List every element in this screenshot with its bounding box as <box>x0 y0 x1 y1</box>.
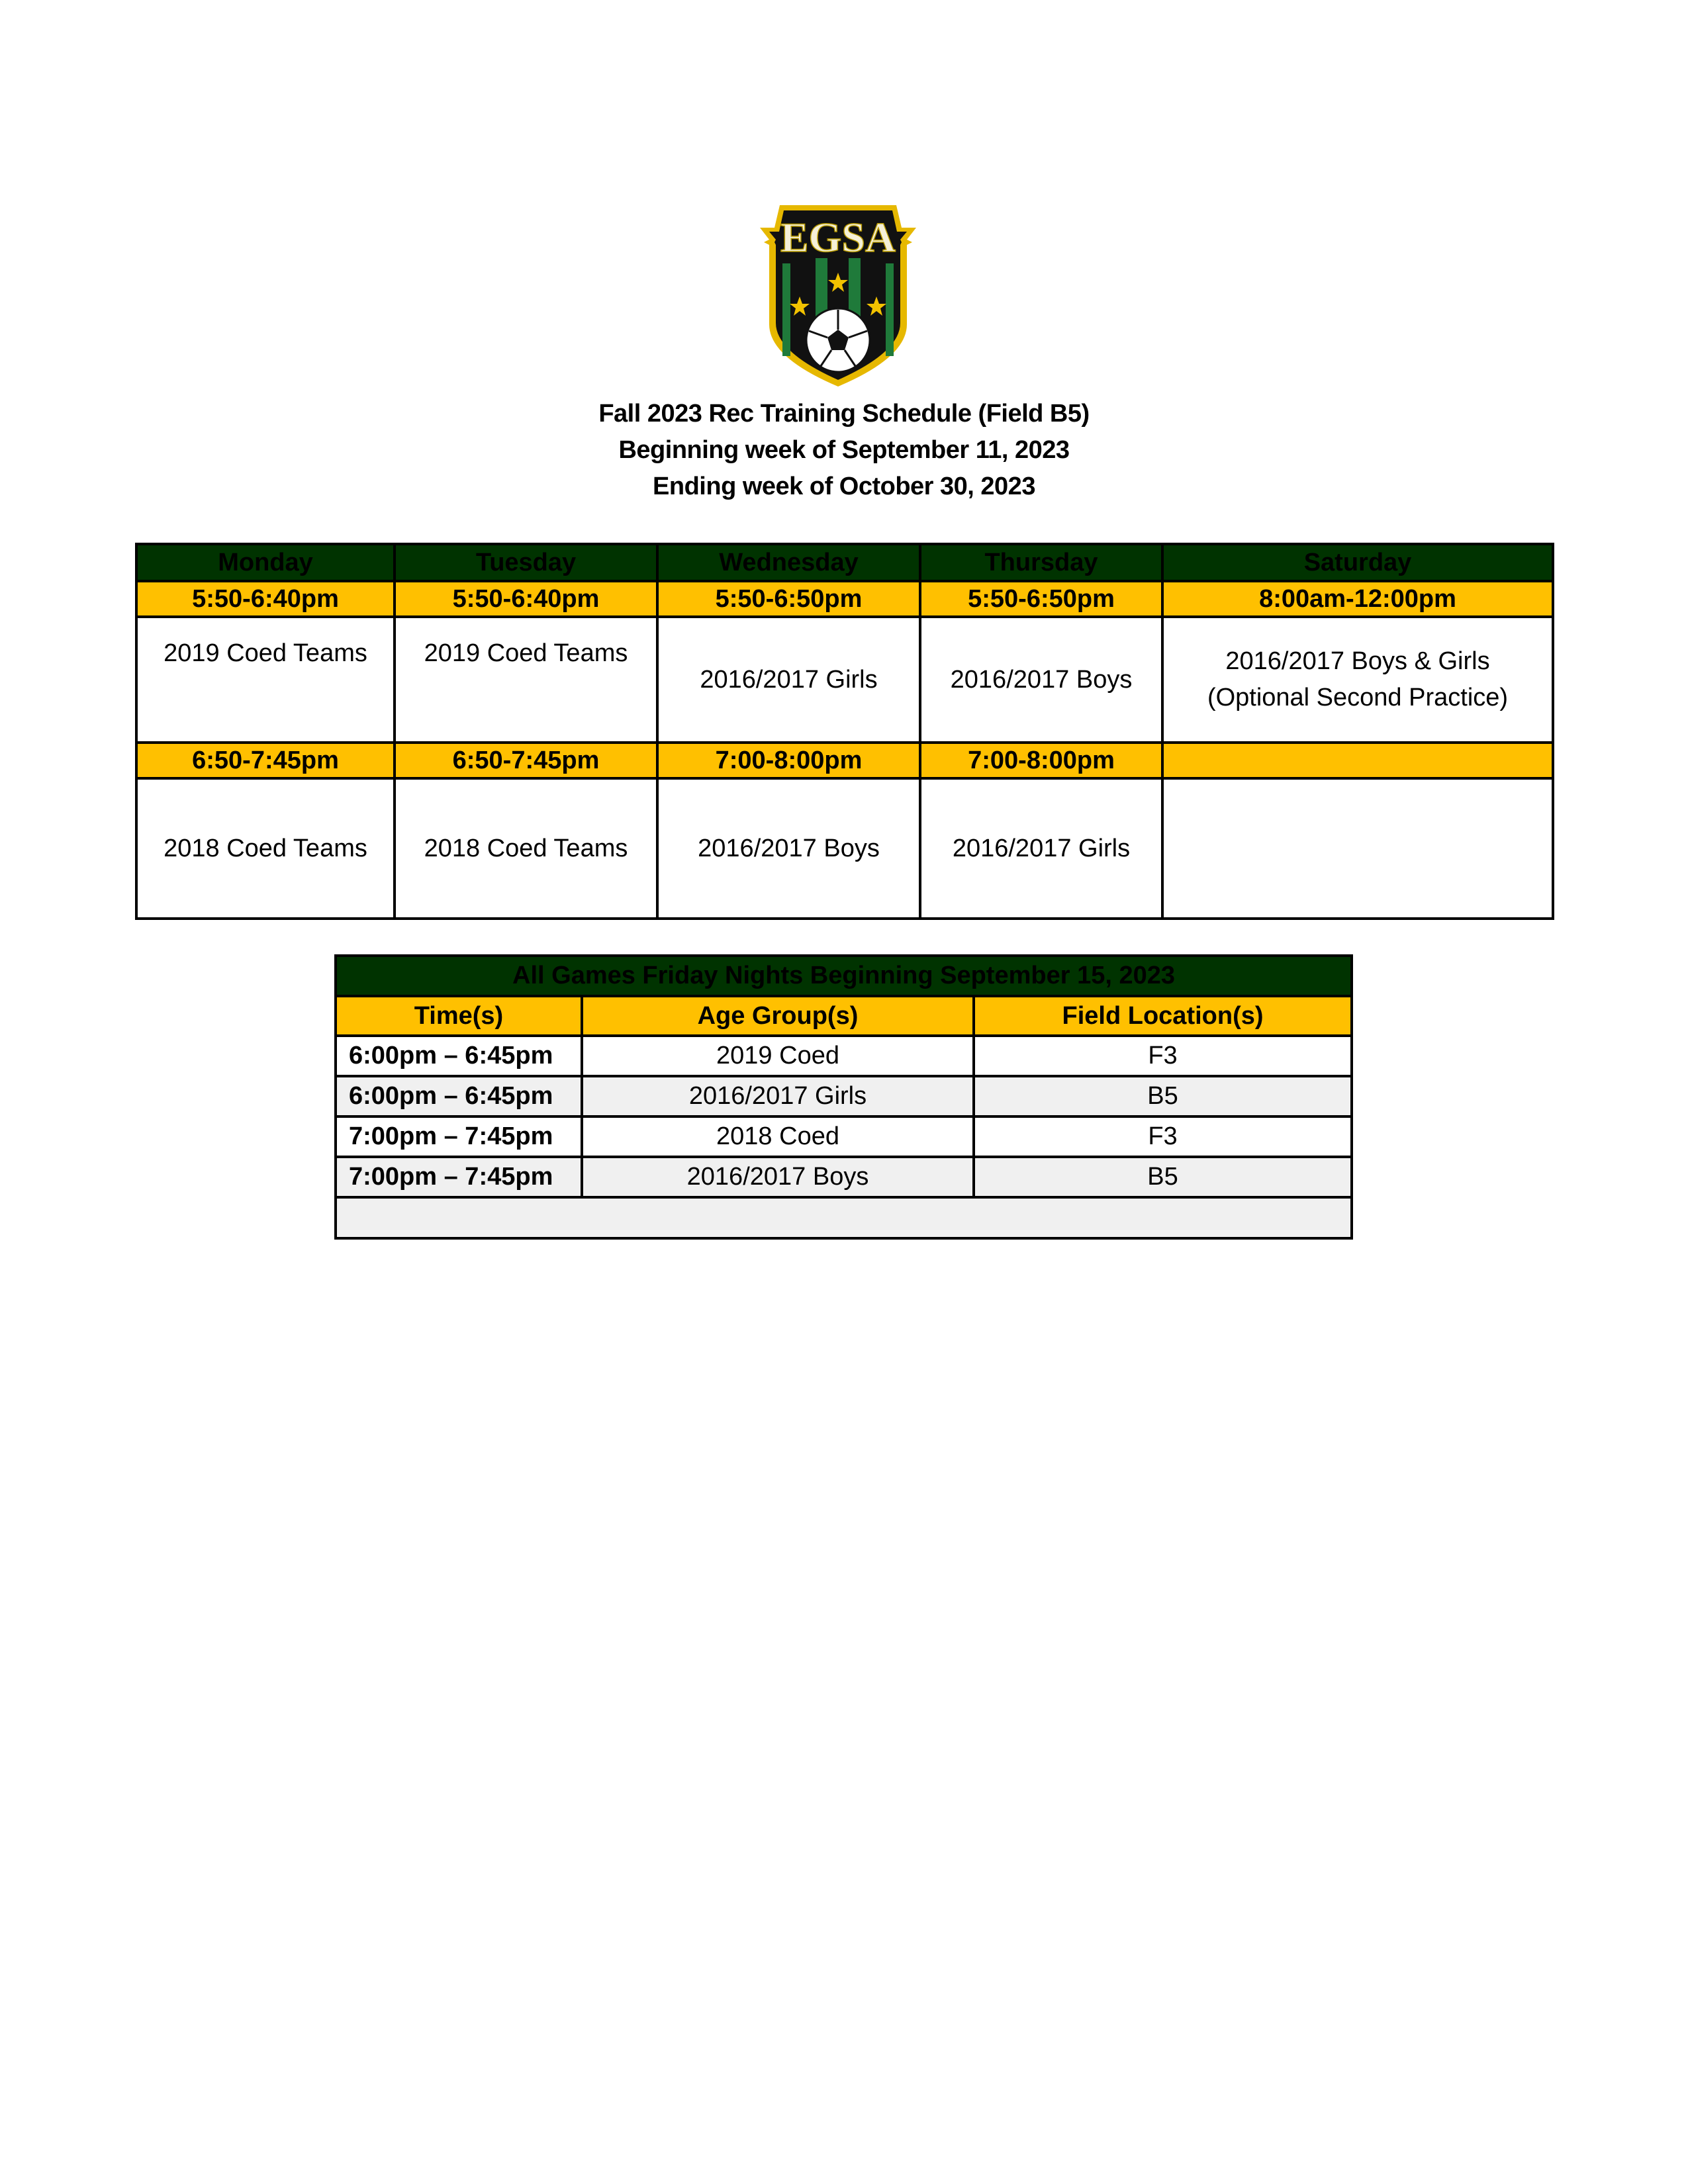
title-line-2: Beginning week of September 11, 2023 <box>618 436 1070 464</box>
egsa-crest-logo <box>760 199 916 388</box>
group-cell: 2016/2017 Girls <box>657 617 920 743</box>
time-slot: 5:50-6:40pm <box>136 581 395 617</box>
games-title-row <box>336 956 1352 996</box>
time-slot: 5:50-6:50pm <box>657 581 920 617</box>
game-field: B5 <box>974 1076 1352 1116</box>
time-slot: 5:50-6:40pm <box>395 581 657 617</box>
game-time: 6:00pm – 6:45pm <box>336 1036 582 1076</box>
empty-cell <box>336 1197 1352 1238</box>
time-slot: 7:00-8:00pm <box>920 743 1162 778</box>
empty-row <box>336 1197 1352 1238</box>
game-time: 6:00pm – 6:45pm <box>336 1076 582 1116</box>
game-time: 7:00pm – 7:45pm <box>336 1116 582 1157</box>
column-header: Time(s) <box>336 996 582 1036</box>
day-header: Monday <box>136 544 395 581</box>
egsa-text: EGSA <box>780 214 896 261</box>
time-slot <box>1162 743 1553 778</box>
game-field: B5 <box>974 1157 1352 1197</box>
group-cell: 2018 Coed Teams <box>395 778 657 919</box>
friday-games-table <box>334 954 1353 1240</box>
games-title: All Games Friday Nights Beginning September 15, 2023 <box>336 956 1352 996</box>
day-header: Saturday <box>1162 544 1553 581</box>
day-header: Thursday <box>920 544 1162 581</box>
day-header-row <box>136 544 1553 581</box>
table-row <box>336 1076 1352 1116</box>
group-cell <box>1162 778 1553 919</box>
game-age-group: 2018 Coed <box>582 1116 974 1157</box>
group-cell: 2019 Coed Teams <box>136 617 395 743</box>
table-row <box>336 1116 1352 1157</box>
group-row-2 <box>136 778 1553 919</box>
game-age-group: 2016/2017 Boys <box>582 1157 974 1197</box>
title-line-1: Fall 2023 Rec Training Schedule (Field B5) <box>598 400 1090 428</box>
column-header: Field Location(s) <box>974 996 1352 1036</box>
time-slot: 8:00am-12:00pm <box>1162 581 1553 617</box>
time-slot: 7:00-8:00pm <box>657 743 920 778</box>
column-header: Age Group(s) <box>582 996 974 1036</box>
group-row-1 <box>136 617 1553 743</box>
group-note: (Optional Second Practice) <box>1207 684 1509 711</box>
game-age-group: 2016/2017 Girls <box>582 1076 974 1116</box>
day-header: Tuesday <box>395 544 657 581</box>
group-cell: 2019 Coed Teams <box>395 617 657 743</box>
game-field: F3 <box>974 1116 1352 1157</box>
table-row <box>336 1036 1352 1076</box>
game-field: F3 <box>974 1036 1352 1076</box>
time-slot: 5:50-6:50pm <box>920 581 1162 617</box>
table-row <box>336 1157 1352 1197</box>
time-slot-row-2 <box>136 743 1553 778</box>
group-line: 2016/2017 Boys & Girls <box>1225 647 1490 675</box>
group-cell <box>1162 617 1553 743</box>
game-age-group: 2019 Coed <box>582 1036 974 1076</box>
game-time: 7:00pm – 7:45pm <box>336 1157 582 1197</box>
group-cell: 2016/2017 Girls <box>920 778 1162 919</box>
group-cell: 2016/2017 Boys <box>920 617 1162 743</box>
training-schedule-table <box>135 543 1554 920</box>
day-header: Wednesday <box>657 544 920 581</box>
group-cell: 2016/2017 Boys <box>657 778 920 919</box>
title-line-3: Ending week of October 30, 2023 <box>653 473 1035 500</box>
document-title <box>0 396 1688 505</box>
time-slot-row-1 <box>136 581 1553 617</box>
group-cell: 2018 Coed Teams <box>136 778 395 919</box>
games-column-header-row <box>336 996 1352 1036</box>
time-slot: 6:50-7:45pm <box>136 743 395 778</box>
time-slot: 6:50-7:45pm <box>395 743 657 778</box>
